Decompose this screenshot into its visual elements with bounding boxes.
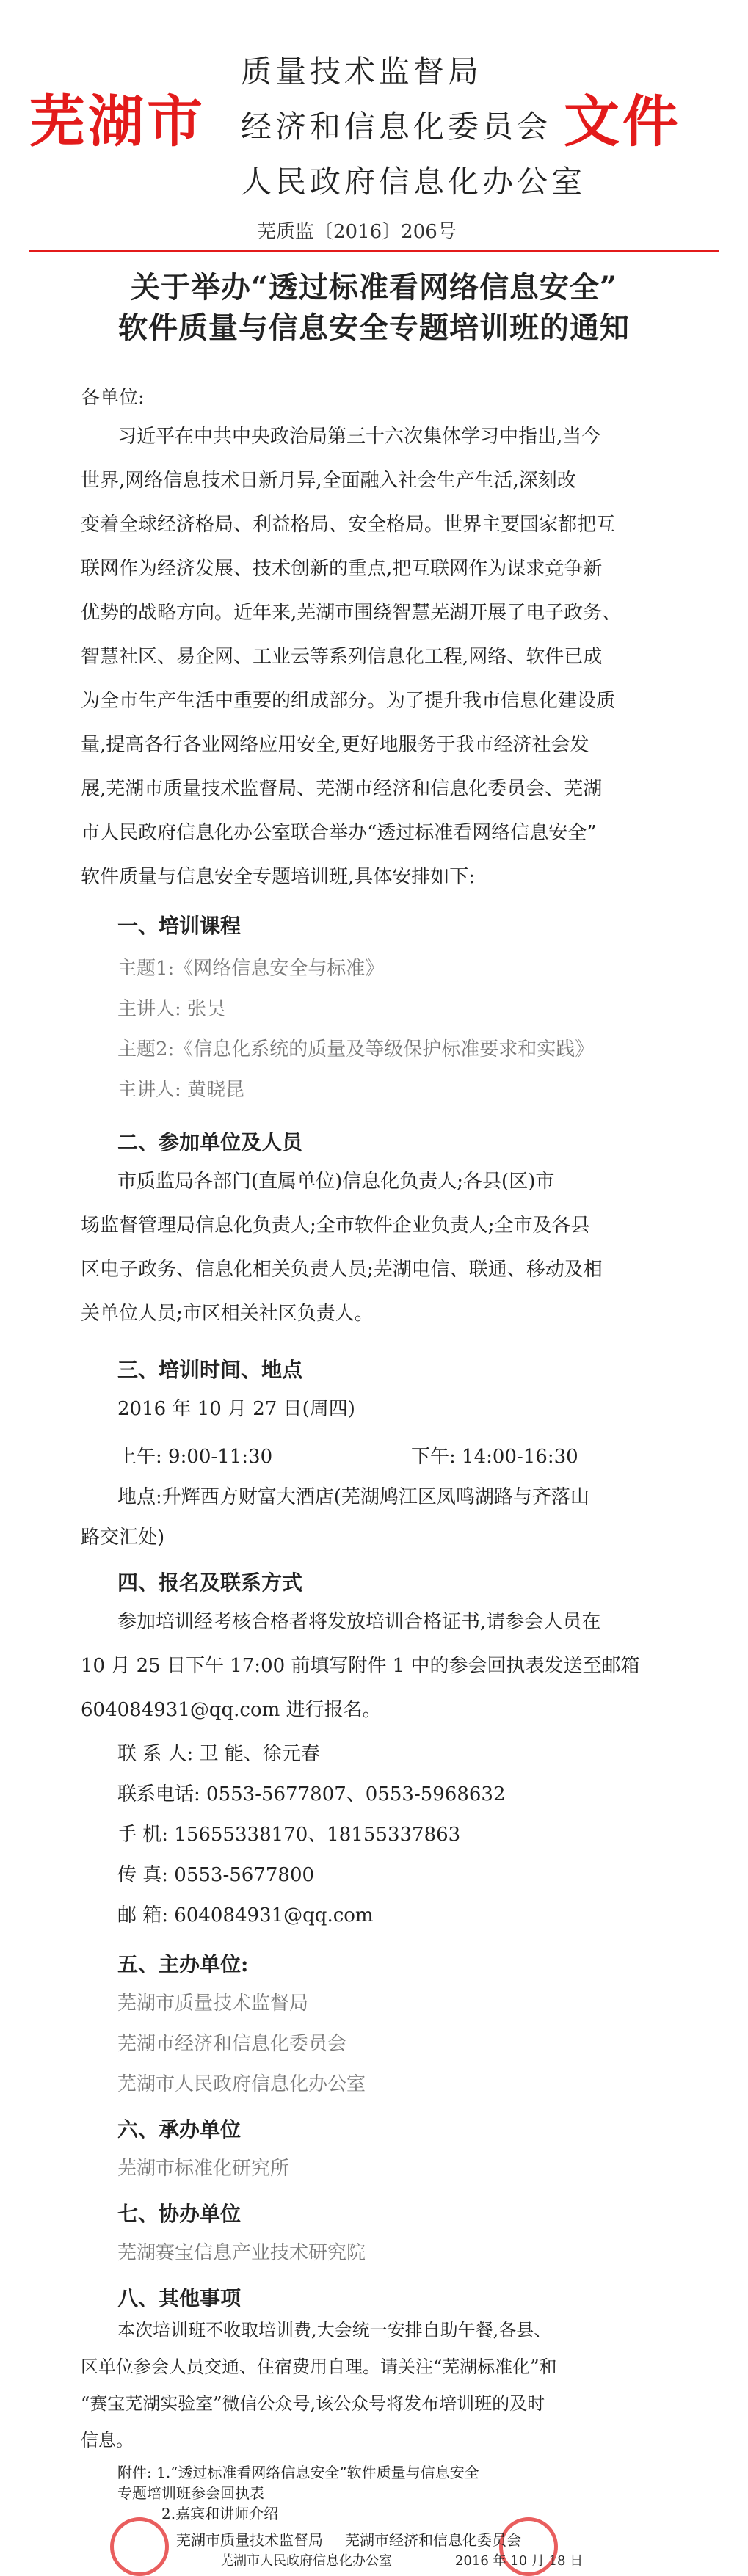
doc-word: 文件 [564,89,681,154]
signature-bottom: 芜湖市人民政府信息化办公室 [220,2553,392,2569]
intro-line: 习近平在中共中央政治局第三十六次集体学习中指出,当今 [117,426,601,448]
attachment-line-3: 2.嘉宾和讲师介绍 [161,2505,279,2522]
org-3: 人民政府信息化办公室 [241,164,587,200]
training-place-2: 路交汇处) [81,1527,165,1549]
intro-line: 变着全球经济格局、利益格局、安全格局。世界主要国家都把互 [81,514,616,536]
sec2-line: 市质监局各部门(直属单位)信息化负责人;各县(区)市 [117,1171,555,1193]
issue-date: 2016 年 10 月 18 日 [455,2553,584,2569]
speaker-2: 主讲人: 黄晓昆 [117,1079,245,1101]
topic-1: 主题1:《网络信息安全与标准》 [117,958,385,980]
sec8-line: 信息。 [81,2430,134,2451]
training-am: 上午: 9:00-11:30 [117,1446,273,1468]
attachments [117,2462,705,2524]
section-8-heading: 八、其他事项 [117,2286,242,2310]
header-rule [29,250,719,252]
section-2-body [81,1160,712,1336]
sec2-line: 区电子政务、信息化相关负责人员;芜湖电信、联通、移动及相 [81,1259,603,1281]
section-3-heading: 三、培训时间、地点 [117,1358,303,1382]
salutation: 各单位: [81,387,145,409]
sec4-line: 参加培训经考核合格者将发放培训合格证书,请参会人员在 [117,1611,601,1633]
intro-line: 市人民政府信息化办公室联合举办“透过标准看网络信息安全” [81,822,597,844]
intro-line: 量,提高各行各业网络应用安全,更好地服务于我市经济社会发 [81,734,589,756]
speaker-1: 主讲人: 张昊 [117,998,226,1020]
section-2-heading: 二、参加单位及人员 [117,1130,303,1154]
sec2-line: 场监督管理局信息化负责人;全市软件企业负责人;全市及各县 [81,1215,590,1237]
training-place-1: 地点:升辉西方财富大酒店(芜湖鸠江区凤鸣湖路与齐落山 [117,1486,589,1508]
official-seal-left [110,2517,169,2576]
sec4-line: 10 月 25 日下午 17:00 前填写附件 1 中的参会回执表发送至邮箱 [81,1655,640,1677]
org-2: 经济和信息化委员会 [241,109,552,145]
title-line-1: 关于举办“透过标准看网络信息安全” [130,270,617,305]
title-line-2: 软件质量与信息安全专题培训班的通知 [118,310,630,345]
section-4-body [81,1600,712,1732]
intro-line: 软件质量与信息安全专题培训班,具体安排如下: [81,866,476,888]
section-7-heading: 七、协办单位 [117,2202,242,2226]
sec8-line: “赛宝芜湖实验室”微信公众号,该公众号将发布培训班的及时 [81,2393,545,2414]
sec4-line: 604084931@qq.com 进行报名。 [81,1699,382,1721]
contact-phone: 联系电话: 0553-5677807、0553-5968632 [117,1783,506,1805]
section-6-heading: 六、承办单位 [117,2117,242,2142]
intro-line: 为全市生产生活中重要的组成部分。为了提升我市信息化建设质 [81,690,616,712]
sec8-line: 区单位参会人员交通、住宿费用自理。请关注“芜湖标准化”和 [81,2357,557,2377]
host-org-3: 芜湖市人民政府信息化办公室 [117,2073,366,2095]
intro-line: 优势的战略方向。近年来,芜湖市围绕智慧芜湖开展了电子政务、 [81,602,622,624]
sec2-line: 关单位人员;市区相关社区负责人。 [81,1303,374,1325]
section-1-heading: 一、培训课程 [117,914,242,938]
training-date: 2016 年 10 月 27 日(周四) [117,1398,355,1420]
sec8-line: 本次培训班不收取培训费,大会统一安排自助午餐,各县、 [117,2320,552,2340]
signature-left: 芜湖市质量技术监督局 [176,2531,323,2549]
intro-line: 联网作为经济发展、技术创新的重点,把互联网作为谋求竞争新 [81,558,603,580]
doc-number: 芜质监〔2016〕206号 [257,221,457,243]
host-org-1: 芜湖市质量技术监督局 [117,1993,309,2015]
intro-line: 智慧社区、易企网、工业云等系列信息化工程,网络、软件已成 [81,646,603,668]
training-pm: 下午: 14:00-16:30 [411,1446,578,1468]
intro-line: 展,芜湖市质量技术监督局、芜湖市经济和信息化委员会、芜湖 [81,778,603,800]
attachment-line-2: 专题培训班参会回执表 [117,2484,264,2502]
attachment-line-1: 附件: 1.“透过标准看网络信息安全”软件质量与信息安全 [117,2464,479,2481]
organizer-org: 芜湖市标准化研究所 [117,2158,290,2180]
section-4-heading: 四、报名及联系方式 [117,1571,303,1595]
intro-line: 世界,网络信息技术日新月异,全面融入社会生产生活,深刻改 [81,470,576,492]
contact-fax: 传 真: 0553-5677800 [117,1864,315,1886]
section-8-body [81,2312,712,2459]
section-5-heading: 五、主办单位: [117,1952,249,1976]
contact-email: 邮 箱: 604084931@qq.com [117,1904,374,1926]
city-name: 芜湖市 [29,89,206,154]
org-1: 质量技术监督局 [241,54,483,90]
host-org-2: 芜湖市经济和信息化委员会 [117,2033,347,2055]
signature-right: 芜湖市经济和信息化委员会 [345,2531,521,2549]
intro-paragraph [81,415,712,899]
topic-2: 主题2:《信息化系统的质量及等级保护标准要求和实践》 [117,1038,595,1060]
co-organizer-org: 芜湖赛宝信息产业技术研究院 [117,2242,366,2264]
contact-mobile: 手 机: 15655338170、18155337863 [117,1824,461,1846]
contact-person: 联 系 人: 卫 能、徐元春 [117,1743,320,1765]
